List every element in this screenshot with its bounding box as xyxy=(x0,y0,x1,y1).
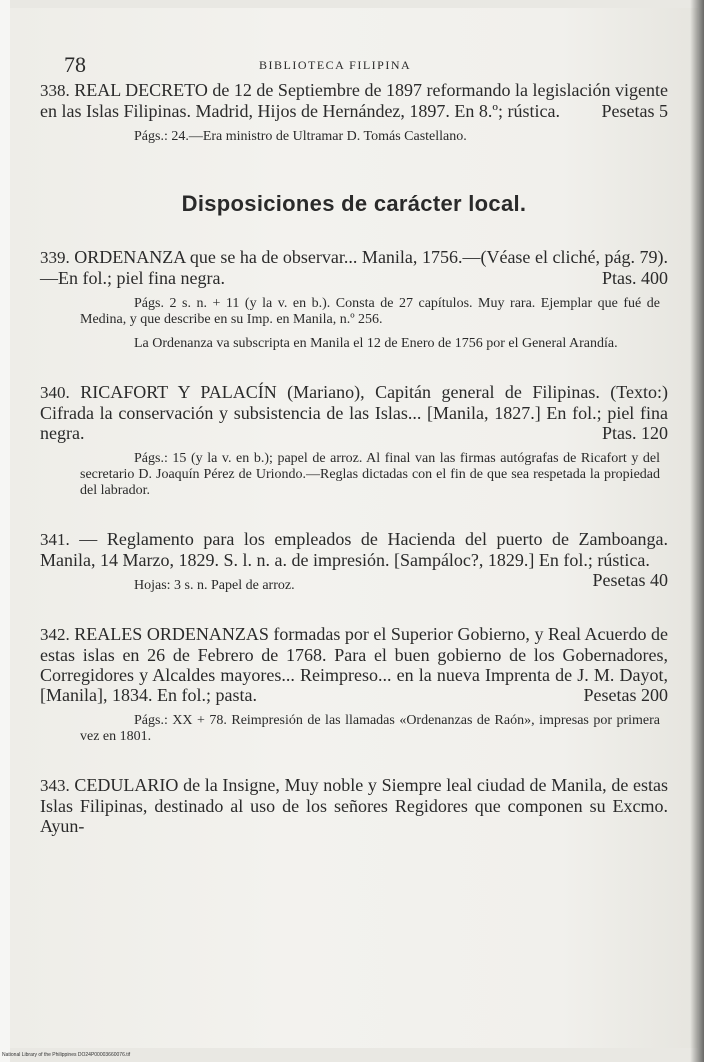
entry-price: Pesetas 40 xyxy=(592,570,668,590)
entry-note: La Ordenanza va subscripta en Manila el 12 de Enero de 1756 por el General Arandía. xyxy=(134,336,618,351)
entry-text: REAL DECRETO de 12 de Septiembre de 1897 reformando la legislación vigente en las Islas Filipinas. Madrid, Hijos de Hernández, 1897. En 8.º; rústica. xyxy=(40,80,669,121)
entry-text: REALES ORDENANZAS formadas por el Superior Gobierno, y Real Acuerdo de estas islas en 26 de Febrero de 1768. Para el buen gobierno de los Gobernadores, Corregidores y Alcaldes mayores... Reimpreso... en la nueva Imprenta de J. M. Dayot, [Manila], 1834. En fol.; pasta. xyxy=(40,624,669,705)
entry-338 xyxy=(40,80,668,121)
scan-footer: National Library of the Philippines DO24P00003660076.tif xyxy=(2,1052,131,1058)
binding-shadow xyxy=(690,0,704,1062)
entry-price: Pesetas 200 xyxy=(583,685,668,705)
page-edge xyxy=(0,0,10,1062)
page-header xyxy=(64,52,664,76)
entry-note: Págs. 2 s. n. + 11 (y la v. en b.). Consta de 27 capítulos. Muy rara. Ejemplar que fué de Medina, y que describe en su Imp. en Manila, n.º 256. xyxy=(80,296,660,327)
entry-number: 342. xyxy=(40,625,70,644)
entry-price: Ptas. 400 xyxy=(601,268,668,288)
entry-text: ORDENANZA que se ha de observar... Manila, 1756.—(Véase el cliché, pág. 79).—En fol.; piel fina negra. xyxy=(40,247,669,288)
entry-text: — Reglamento para los empleados de Hacienda del puerto de Zamboanga. Manila, 14 Marzo, 1829. S. l. n. a. de impresión. [Sampáloc?, 1829.] En fol.; rústica. xyxy=(40,529,668,570)
entry-number: 338. xyxy=(40,81,70,100)
entry-number: 343. xyxy=(40,776,70,795)
section-title: Disposiciones de carácter local. xyxy=(181,191,527,216)
entry-number: 339. xyxy=(40,248,70,267)
entry-price: Pesetas 5 xyxy=(601,101,668,121)
entry-339 xyxy=(40,247,668,288)
entry-number: 341. xyxy=(40,530,70,549)
entry-text: RICAFORT Y PALACÍN (Mariano), Capitán general de Filipinas. (Texto:) Cifrada la conservación y subsistencia de las Islas... [Manila, 1827.] En fol.; piel fina negra. xyxy=(40,382,668,443)
entry-note: Hojas: 3 s. n. Papel de arroz. xyxy=(134,578,295,593)
entry-342 xyxy=(40,624,668,705)
running-title: BIBLIOTECA FILIPINA xyxy=(259,58,412,72)
entry-text: CEDULARIO de la Insigne, Muy noble y Siempre leal ciudad de Manila, de estas Islas Filipinas, destinado al uso de los señores Regidores que componen su Excmo. Ayun- xyxy=(40,775,668,836)
entry-price: Ptas. 120 xyxy=(601,423,668,443)
entry-343 xyxy=(40,775,668,836)
entry-note: Págs.: XX + 78. Reimpresión de las llamadas «Ordenanzas de Raón», impresas por primera vez en 1801. xyxy=(80,713,660,744)
page-number: 78 xyxy=(64,52,86,77)
entry-note: Págs.: 15 (y la v. en b.); papel de arroz. Al final van las firmas autógrafas de Ricafort y del secretario D. Joaquín Pérez de Uriondo.—Reglas dictadas con el fin de que sea respetada la propiedad del labrador. xyxy=(80,451,660,498)
entry-note: Págs.: 24.—Era ministro de Ultramar D. Tomás Castellano. xyxy=(134,129,467,144)
page-content xyxy=(40,80,668,836)
entry-number: 340. xyxy=(40,383,70,402)
entry-340 xyxy=(40,382,668,443)
